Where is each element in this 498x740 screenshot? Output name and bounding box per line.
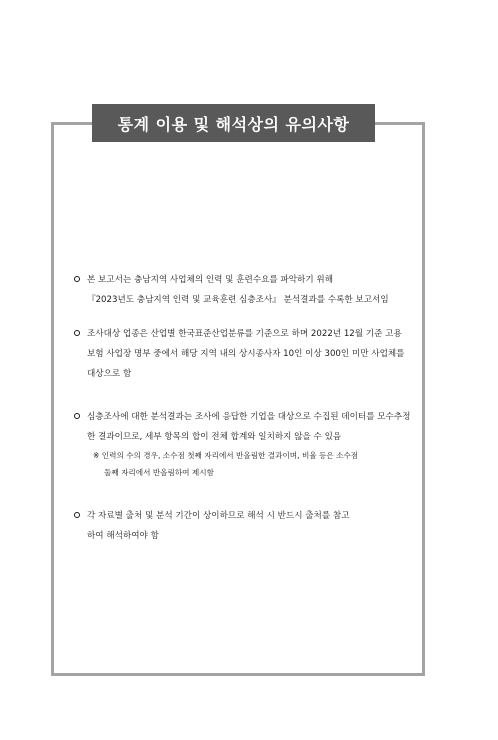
notice-line: 하여 해석하여야 함 [87,531,159,541]
circle-bullet-icon [74,276,80,282]
notice-list [74,270,419,546]
footnote [87,447,419,481]
circle-bullet-icon [74,413,80,419]
notice-line: 각 자료별 출처 및 분석 기간이 상이하므로 해석 시 반드시 출처를 참고 [87,511,350,521]
notice-line: 본 보고서는 충남지역 사업체의 인력 및 훈련수요를 파악하기 위해 [87,275,333,285]
notice-item [74,407,419,481]
circle-bullet-icon [74,330,80,336]
notice-item [74,270,419,310]
page-title: 통계 이용 및 해석상의 유의사항 [92,104,375,142]
notice-line: 한 결과이므로, 세부 항목의 합이 전체 합계와 일치하지 않을 수 있음 [87,432,342,442]
circle-bullet-icon [74,512,80,518]
notice-line: 보험 사업장 명부 중에서 해당 지역 내의 상시종사자 10인 이상 300인 미만 사업체를 [87,349,405,359]
notice-line: 조사대상 업종은 산업별 한국표준산업분류를 기준으로 하며 2022년 12월 기준 고용 [87,329,402,339]
notice-line: 『2023년도 충남지역 인력 및 교육훈련 심층조사』 분석결과를 수록한 보고서임 [87,295,389,305]
footnote-line: 둘째 자리에서 반올림하여 제시함 [104,468,214,477]
notice-line: 대상으로 함 [87,369,132,379]
footnote-line: ※ 인력의 수의 경우, 소수점 첫째 자리에서 반올림한 결과이며, 비율 등은 소수점 [93,451,359,460]
notice-item [74,506,419,546]
notice-line: 심층조사에 대한 분석결과는 조사에 응답한 기업을 대상으로 수집된 데이터를 모수추정 [87,412,411,422]
notice-item [74,324,419,384]
